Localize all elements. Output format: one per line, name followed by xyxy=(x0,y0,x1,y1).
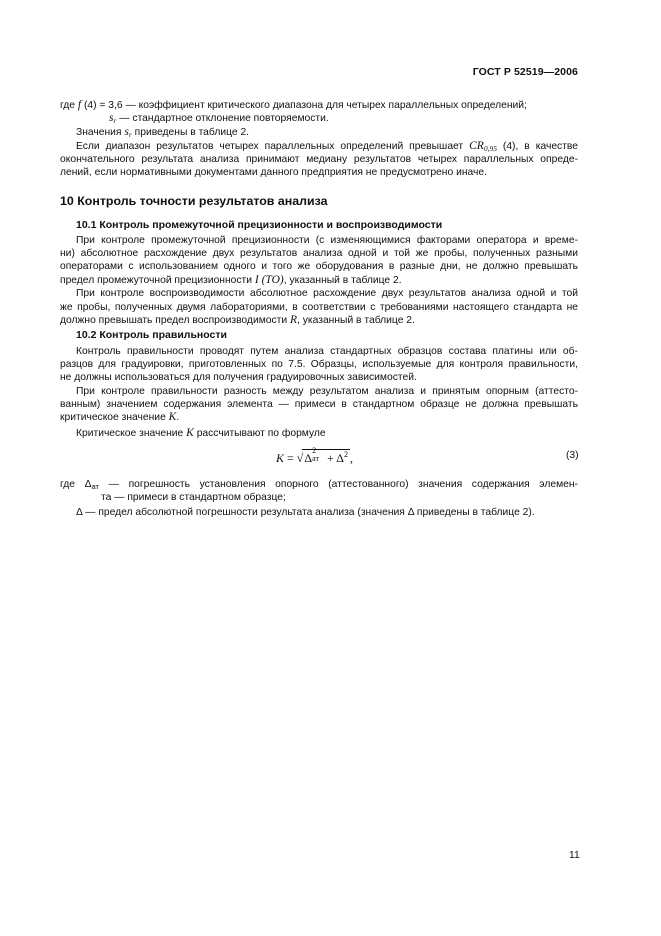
median-line-end: лений, если нормативными документами данного предприятия не предусмотрено иначе. xyxy=(60,167,487,178)
where-line-sr: $s_r$ — стандартное отклонение повторяемости. xyxy=(109,112,329,125)
paragraph-line: Критическое значение K рассчитывают по формуле xyxy=(76,427,326,439)
page-number: 11 xyxy=(569,850,580,861)
paragraph-line: критическое значение K. xyxy=(60,411,180,423)
paragraph-line: Контроль правильности проводят путем анализа стандартных образцов состава платины или об- xyxy=(76,346,578,357)
paragraph-line: ванным) значением содержания элемента — примеси в стандартном образце не должна превышать xyxy=(60,399,578,410)
paragraph-line: ни) абсолютное расхождение двух результатов анализа одной и той же пробы, полученных разными xyxy=(60,248,578,259)
sqrt-sign: √ xyxy=(296,451,304,465)
where-line-dat: где $\Delta_{ат}$ — погрешность установления опорного (аттестованного) значения содержания элемен- xyxy=(60,479,578,491)
paragraph-line: При контроле правильности разность между результатом анализа и принятым опорным (аттесто- xyxy=(76,386,578,397)
paragraph-line: должно превышать предел воспроизводимости R, указанный в таблице 2. xyxy=(60,314,415,326)
paragraph-line: предел промежуточной прецизионности I (TO), указанный в таблице 2. xyxy=(60,274,402,286)
paragraph-line: не должны использоваться для получения градуировочных зависимостей. xyxy=(60,372,417,383)
sqrt-radicand: Δ 2 ат + $\Delta^2$ xyxy=(304,446,348,465)
median-line: окончательного результата анализа принимают медиану результатов четырех параллельных опреде- xyxy=(60,154,578,165)
paragraph-line: операторами с использованием одного и того же оборудования в разные дни, не должно превышать xyxy=(60,261,578,272)
document-header: ГОСТ Р 52519—2006 xyxy=(472,66,578,78)
paragraph-line: При контроле промежуточной прецизионности (с изменяющимися факторами оператора и време- xyxy=(76,235,578,246)
where-line-delta: Δ — предел абсолютной погрешности результата анализа (значения Δ приведены в таблице 2). xyxy=(76,507,535,518)
range-line: Если диапазон результатов четырех параллельных определений превышает $CR_{0,95}$ (4), в качестве xyxy=(76,140,578,153)
paragraph-line: При контроле воспроизводимости абсолютное расхождение двух результатов анализа одной и той xyxy=(76,288,578,299)
equation-number: (3) xyxy=(566,450,579,461)
sr-values-line: Значения $s_r$ приведены в таблице 2. xyxy=(76,126,250,139)
formula-k: K = √Δ 2 ат + $\Delta^2$ , xyxy=(276,446,353,465)
section-10-1-title: 10.1 Контроль промежуточной прецизионности и воспроизводимости xyxy=(76,219,443,231)
section-10-title: 10 Контроль точности результатов анализа xyxy=(60,194,328,208)
section-10-2-title: 10.2 Контроль правильности xyxy=(76,329,227,341)
where-line-f: где f (4) = 3,6 — коэффициент критического диапазона для четырех параллельных определений; xyxy=(60,99,527,111)
where-line-dat-cont: та — примеси в стандартном образце; xyxy=(101,492,286,503)
paragraph-line: разцов для градуировки, приготовленных по 7.5. Образцы, используемые для контроля правильности, xyxy=(60,359,578,370)
paragraph-line: же пробы, полученных двумя лабораториями, в соответствии с требованиями настоящего стандарта не xyxy=(60,302,578,313)
